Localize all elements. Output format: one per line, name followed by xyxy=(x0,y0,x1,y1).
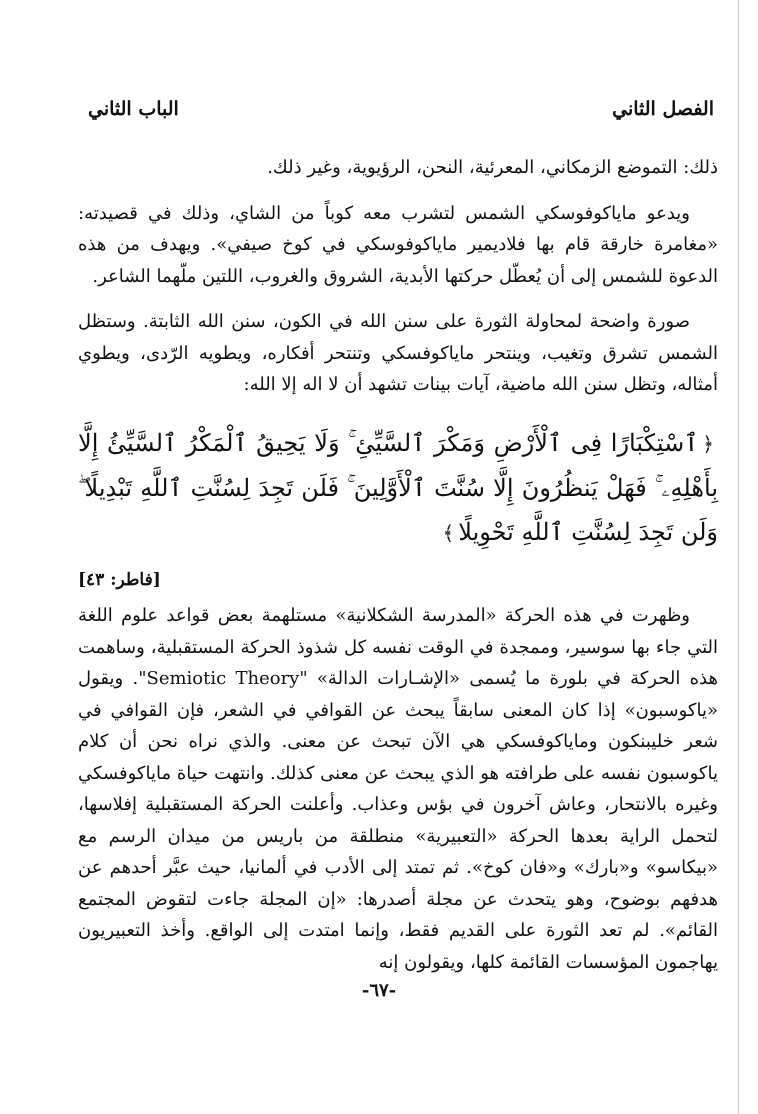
chapter-title: الفصل الثاني xyxy=(612,98,714,120)
verse-open-bracket: ﴿ xyxy=(702,431,714,456)
page-body xyxy=(78,152,718,992)
paragraph: ويدعو ماياكوفوسكي الشمس لتشرب معه كوباً من الشاي، وذلك في قصيدته: «مغامرة خارقة قام بها فلاديمير ماياكوفوسكي في كوخ صيفي». ويهدف من هذه الدعوة للشمس إلى أن يُعطّل حركتها الأبدية، الشروق والغروب، اللتين ملّهما الشاعر. xyxy=(78,202,718,287)
running-header xyxy=(88,84,714,120)
paragraph: وظهرت في هذه الحركة «المدرسة الشكلانية» مستلهمة بعض قواعد علوم اللغة التي جاء بها سوسير، وممجدة في الوقت نفسه كل شذوذ الحركة المستقبلية، وساهمت هذه الحركة في بلورة ما يُسمى «الإشـارات الدالة» "Semiotic Theory". ويقول «ياكوسبون» إذا كان المعنى سابقاً يبحث عن القوافي في الشعر، فإن القوافي في شعر خليبنكون وماياكوفسكي هي الآن تبحث عن معنى. والذي نراه نحن أن كلام ياكوسبون نفسه على طرافته هو الذي يبحث عن معنى كذلك. وانتهت حياة ماياكوفسكي وغيره بالانتحار، وعاش آخرون في بؤس وعذاب. وأعلنت الحركة المستقبلية إفلاسها، لتحمل الراية بعدها الحركة «التعبيرية» منطلقة من باريس من ميدان الرسم مع «بيكاسو» و«بارك» و«فان كوخ». ثم تمتد إلى الأدب في ألمانيا، حيث عبَّر أحدهم عن هدفهم بوضوح، وهو يتحدث عن مجلة أصدرها: «إن المجلة جاءت لتقوض المجتمع القائم». لم تعد الثورة على القديم فقط، وإنما امتدت إلى الواقع. وأخذ التعبيريون يهاجمون المؤسسات القائمة كلها، ويقولون إنه xyxy=(78,605,719,973)
paragraph: صورة واضحة لمحاولة الثورة على سنن الله في الكون، سنن الله الثابتة. وستظل الشمس تشرق وتغيب، وينتحر ماياكوفسكي وتنتحر أفكاره، ويطويه الرّدى، ويطوي أمثاله، وتظل سنن الله ماضية، آيات بينات تشهد أن لا اله إلا الله: xyxy=(78,311,718,395)
verse-close-bracket: ﴾ xyxy=(442,520,455,545)
verse-reference: [فاطر: ٤٣] xyxy=(78,569,161,590)
page-edge-line xyxy=(738,0,739,1114)
quran-verse xyxy=(78,421,718,555)
section-title: الباب الثاني xyxy=(88,98,179,120)
page-number: -٦٧- xyxy=(361,980,397,1001)
verse-text: ٱسْتِكْبَارًا فِى ٱلْأَرْضِ وَمَكْرَ ٱلسَّيِّئِ ۚ وَلَا يَحِيقُ ٱلْمَكْرُ ٱلسَّيِّئُ إِلَّا بِأَهْلِهِۦ ۚ فَهَلْ يَنظُرُونَ إِلَّا سُنَّتَ ٱلْأَوَّلِينَ ۚ فَلَن تَجِدَ لِسُنَّتِ ٱللَّهِ تَبْدِيلًا ۖ وَلَن تَجِدَ لِسُنَّتِ ٱللَّهِ تَحْوِيلًا xyxy=(78,428,718,546)
paragraph: ذلك: التموضع الزمكاني، المعرئية، النحن، الرؤيوية، وغير ذلك. xyxy=(267,157,718,178)
